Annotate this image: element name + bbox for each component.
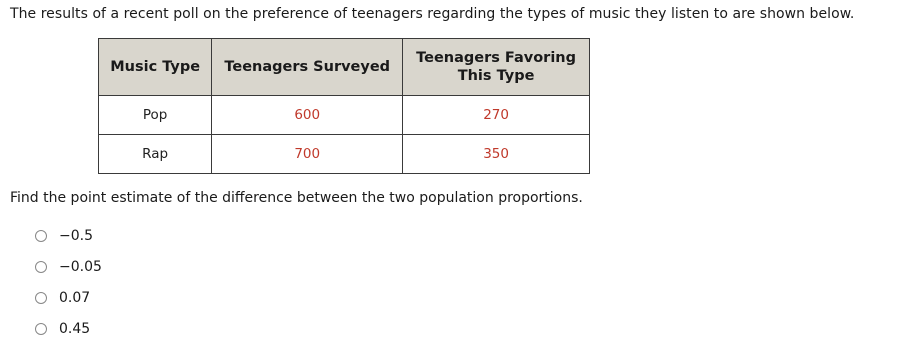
- radio-button[interactable]: [35, 261, 47, 273]
- cell-favoring: 270: [403, 96, 590, 135]
- answer-option-label: −0.05: [59, 258, 102, 275]
- header-teenagers-favoring: [403, 39, 590, 96]
- cell-surveyed: 700: [212, 135, 403, 174]
- cell-music-type: Pop: [99, 96, 212, 135]
- answer-option-label: −0.5: [59, 227, 93, 244]
- radio-button[interactable]: [35, 323, 47, 335]
- table-row: [99, 96, 590, 135]
- answer-option[interactable]: [35, 220, 102, 251]
- problem-intro: The results of a recent poll on the preference of teenagers regarding the types of music they listen to are shown below.: [10, 6, 855, 22]
- header-teenagers-surveyed: Teenagers Surveyed: [212, 39, 403, 96]
- answer-option-label: 0.07: [59, 289, 91, 306]
- answer-options: [35, 220, 102, 344]
- poll-table: [98, 38, 590, 174]
- question-text: Find the point estimate of the difference between the two population proportions.: [10, 190, 583, 206]
- radio-button[interactable]: [35, 292, 47, 304]
- answer-option[interactable]: [35, 282, 102, 313]
- cell-favoring: 350: [403, 135, 590, 174]
- radio-button[interactable]: [35, 230, 47, 242]
- answer-option-label: 0.45: [59, 320, 91, 337]
- answer-option[interactable]: [35, 251, 102, 282]
- cell-music-type: Rap: [99, 135, 212, 174]
- header-music-type: Music Type: [99, 39, 212, 96]
- answer-option[interactable]: [35, 313, 102, 344]
- cell-surveyed: 600: [212, 96, 403, 135]
- table-row: [99, 135, 590, 174]
- table-header-row: [99, 39, 590, 96]
- header-teenagers-favoring-label: Teenagers Favoring This Type: [416, 50, 577, 84]
